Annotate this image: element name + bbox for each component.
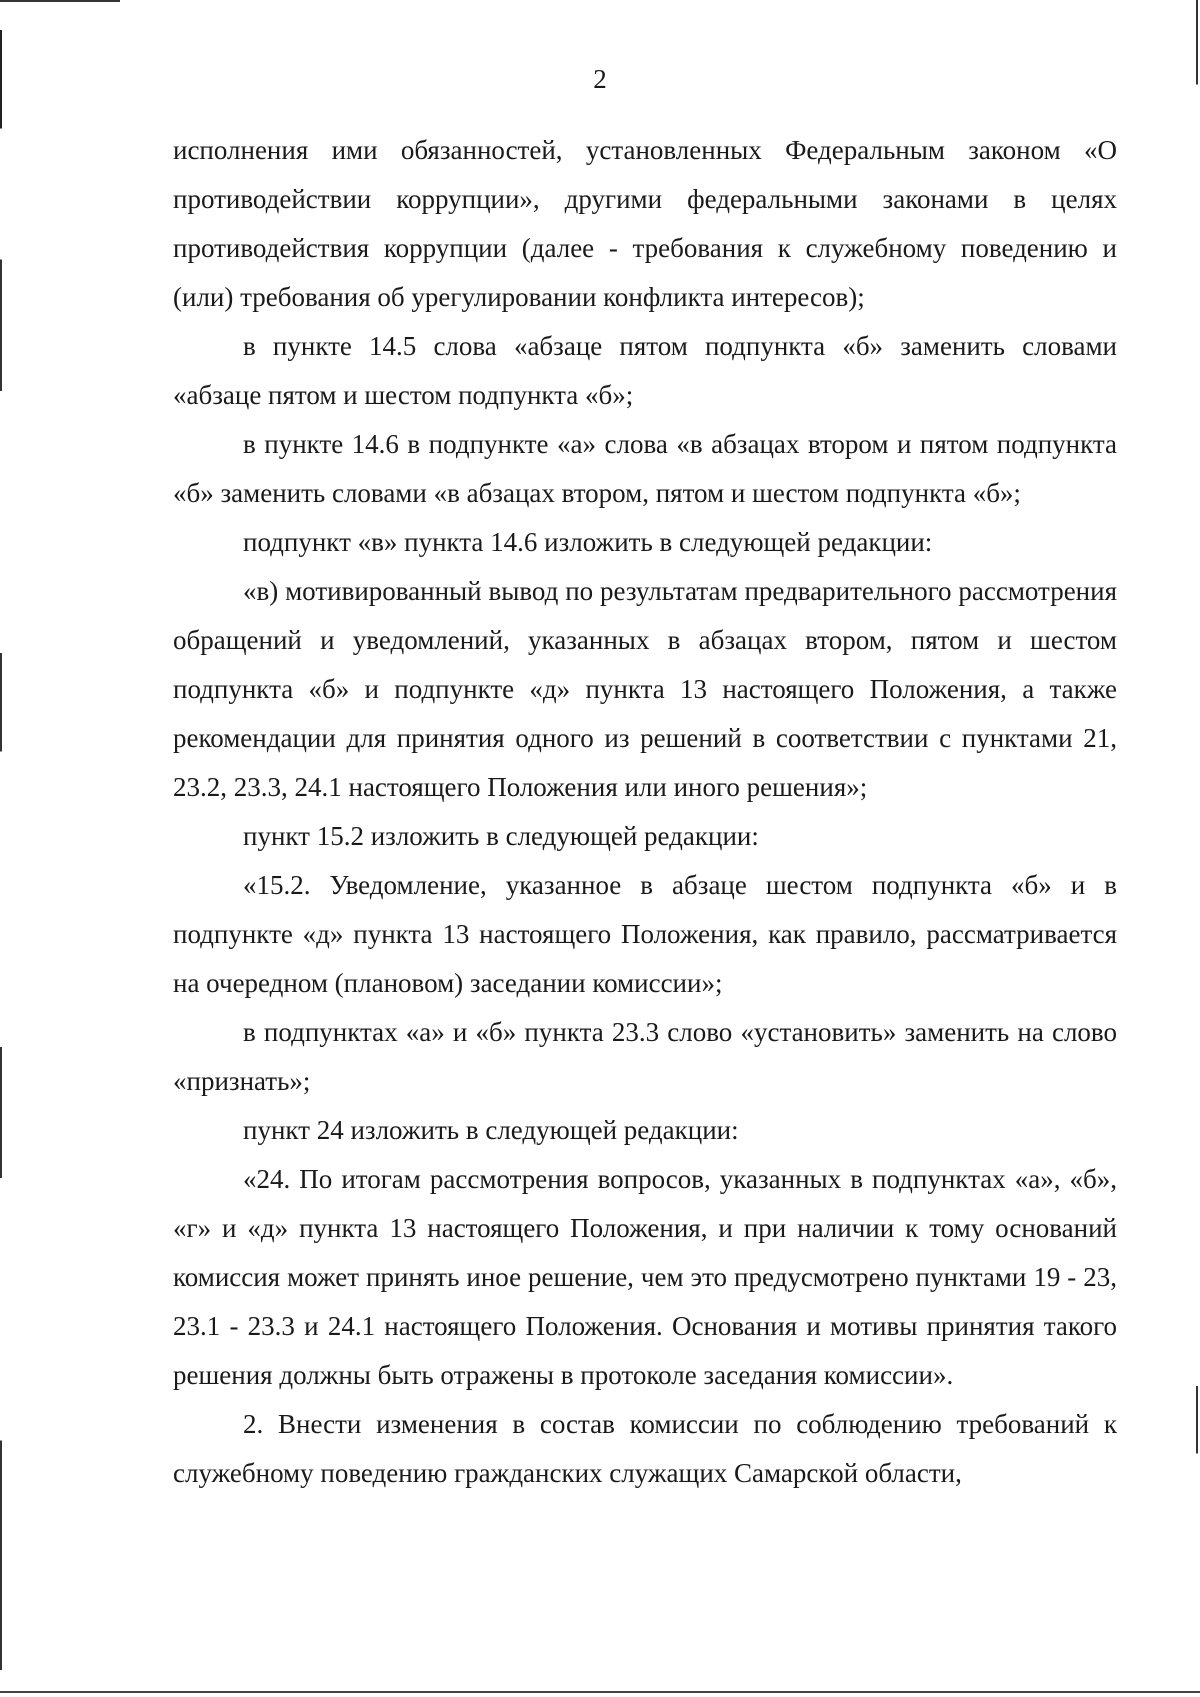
paragraph: подпункт «в» пункта 14.6 изложить в следующей редакции: <box>243 527 933 557</box>
paragraph: пункт 15.2 изложить в следующей редакции: <box>243 821 759 851</box>
paragraph: в пункте 14.6 в подпункте «а» слова «в абзацах втором и пятом подпункта «б» заменить словами «в абзацах втором, пятом и шестом подпункта «б»; <box>173 429 1117 508</box>
paragraph: «24. По итогам рассмотрения вопросов, указанных в подпунктах «а», «б», «г» и «д» пункта 13 настоящего Положения, и при наличии к тому оснований комиссия может принять иное решение, чем это предусмотрено пунктами 19 - 23, 23.1 - 23.3 и 24.1 настоящего Положения. Основания и мотивы принятия такого решения должны быть отражены в протоколе заседания комиссии». <box>173 1164 1117 1390</box>
paragraph: исполнения ими обязанностей, установленных Федеральным законом «О противодействии коррупции», другими федеральными законами в целях противодействия коррупции (далее - требования к служебному поведению и (или) требования об урегулировании конфликта интересов); <box>173 135 1117 312</box>
document-body <box>173 126 1117 1498</box>
page-edge-left <box>0 30 2 1670</box>
paragraph: в пункте 14.5 слова «абзаце пятом подпункта «б» заменить словами «абзаце пятом и шестом подпункта «б»; <box>173 331 1117 410</box>
page-number: 2 <box>593 64 607 94</box>
page-edge-right <box>1196 0 1198 1690</box>
paragraph: в подпунктах «а» и «б» пункта 23.3 слово «установить» заменить на слово «признать»; <box>173 1017 1117 1096</box>
paragraph: «в) мотивированный вывод по результатам предварительного рассмотрения обращений и уведомлений, указанных в абзацах втором, пятом и шестом подпункта «б» и подпункте «д» пункта 13 настоящего Положения, а также рекомендации для принятия одного из решений в соответствии с пунктами 21, 23.2, 23.3, 24.1 настоящего Положения или иного решения»; <box>173 576 1117 802</box>
scan-mark-top <box>0 0 120 2</box>
paragraph: 2. Внести изменения в состав комиссии по соблюдению требований к служебному поведению гражданских служащих Самарской области, <box>173 1409 1117 1488</box>
page-bottom-rule <box>0 1691 1200 1693</box>
paragraph: «15.2. Уведомление, указанное в абзаце шестом подпункта «б» и в подпункте «д» пункта 13 настоящего Положения, как правило, рассматривается на очередном (плановом) заседании комиссии»; <box>173 870 1117 998</box>
paragraph: пункт 24 изложить в следующей редакции: <box>243 1115 739 1145</box>
